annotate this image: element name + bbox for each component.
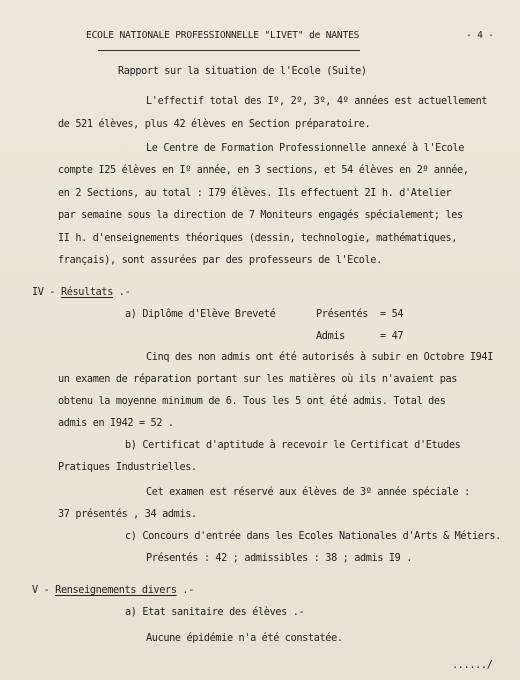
section-v-heading (32, 585, 194, 596)
continuation-mark: ....../ (452, 660, 493, 671)
report-title: Rapport sur la situation de l'Ecole (Suite) (118, 66, 367, 77)
iv-b-text-2: 37 présentés , 34 admis. (58, 509, 197, 520)
iv-a-admis-value: = 47 (380, 331, 404, 342)
iv-a-text-3: obtenu la moyenne minimum de 6. Tous les 5 ont été admis. Total des (58, 396, 446, 407)
school-header: ECOLE NATIONALE PROFESSIONNELLE "LIVET" de NANTES (86, 30, 360, 41)
iv-a-admis-label: Admis (316, 331, 345, 342)
section-iv-heading (32, 287, 130, 298)
iv-a-text-1: Cinq des non admis ont été autorisés à subir en Octobre I94I (146, 352, 494, 363)
iv-a-text-2: un examen de réparation portant sur les matières où ils n'avaient pas (58, 374, 458, 385)
section-iv-title: Résultats (60, 287, 113, 298)
iv-b-label-2: Pratiques Industrielles. (58, 462, 197, 473)
centre-line-5: II h. d'enseignements théoriques (dessin, technologie, mathématiques, (58, 233, 458, 244)
section-iv-numeral: IV - (32, 287, 56, 298)
section-iv-title-suffix: .- (118, 287, 131, 298)
section-v-title-suffix: .- (182, 585, 194, 596)
section-v-numeral: V - (32, 585, 50, 596)
centre-line-6: français), sont assurées par des professeurs de l'Ecole. (58, 255, 382, 266)
centre-line-3: en 2 Sections, au total : I79 élèves. Ils effectuent 2I h. d'Atelier (58, 188, 452, 199)
iv-a-presentes-value: = 54 (380, 309, 404, 320)
iv-c-label: c) Concours d'entrée dans les Ecoles Nationales d'Arts & Métiers. (125, 531, 501, 542)
iv-b-label-1: b) Certificat d'aptitude à recevoir le Certificat d'Etudes (125, 440, 461, 451)
centre-line-1: Le Centre de Formation Professionnelle annexé à l'Ecole (146, 143, 465, 154)
centre-line-2: compte I25 élèves en Iº année, en 3 sections, et 54 élèves en 2º année, (58, 165, 469, 176)
effectif-line-1: L'effectif total des Iº, 2º, 3º, 4º années est actuellement (146, 96, 488, 107)
section-v-title: Renseignements divers (55, 585, 177, 596)
iv-c-text: Présentés : 42 ; admissibles : 38 ; admis I9 . (146, 553, 413, 564)
iv-a-presentes-label: Présentés (316, 309, 369, 320)
iv-b-text-1: Cet examen est réservé aux élèves de 3º année spéciale : (146, 487, 470, 498)
v-a-label: a) Etat sanitaire des élèves .- (125, 607, 305, 618)
iv-a-label: a) Diplôme d'Elève Breveté (125, 309, 276, 320)
v-a-text: Aucune épidémie n'a été constatée. (146, 633, 343, 644)
centre-line-4: par semaine sous la direction de 7 Moniteurs engagés spécialement; les (58, 210, 463, 221)
iv-a-text-4: admis en I942 = 52 . (58, 418, 174, 429)
header-rule (98, 50, 360, 51)
effectif-line-2: de 521 élèves, plus 42 élèves en Section préparatoire. (58, 119, 371, 130)
page-number: - 4 - (466, 30, 494, 41)
